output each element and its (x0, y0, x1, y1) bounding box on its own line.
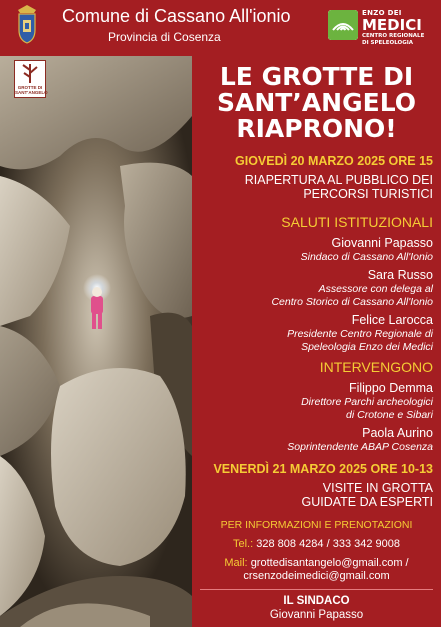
coat-of-arms-icon (14, 4, 40, 44)
intervengono-name-2: Paola Aurino (362, 426, 433, 440)
event1-date: GIOVEDÌ 20 MARZO 2025 ORE 15 (235, 154, 433, 168)
intervengono-heading: INTERVENGONO (319, 359, 433, 375)
grotte-logo-text: GROTTE DI SANT'ANGELO (15, 85, 48, 95)
info-mail-row (192, 557, 441, 569)
saluti-heading: SALUTI ISTITUZIONALI (281, 214, 433, 230)
partner-logo-line1: ENZO DEI (362, 9, 402, 17)
mail-value-1[interactable]: grottedisantangelo@gmail.com / (250, 557, 409, 569)
footer-divider (200, 589, 433, 590)
provincia-label: Provincia di Cosenza (108, 30, 221, 44)
saluti-role-2b: Centro Storico di Cassano All'Ionio (271, 296, 433, 308)
partner-logo-line2: MEDICI (362, 16, 422, 34)
speleo-spiral-icon (328, 10, 358, 40)
intervengono-role-1b: di Crotone e Sibari (346, 409, 433, 421)
enzo-dei-medici-logo (328, 8, 436, 48)
headline-line2: SANT’ANGELO (217, 88, 416, 117)
grotte-sant-angelo-logo (14, 60, 46, 98)
tel-label: Tel.: (233, 538, 254, 550)
tel-value[interactable]: 328 808 4284 / 333 342 9008 (256, 538, 400, 550)
event1-line1: RIAPERTURA AL PUBBLICO DEI (244, 173, 433, 187)
intervengono-role-2: Soprintendente ABAP Cosenza (287, 441, 433, 453)
intervengono-name-1: Filippo Demma (348, 381, 433, 395)
event2-line1: VISITE IN GROTTA (322, 481, 433, 495)
event1-line2: PERCORSI TURISTICI (303, 187, 433, 201)
mail-label: Mail: (224, 557, 248, 569)
event2-line2: GUIDATE DA ESPERTI (301, 495, 433, 509)
partner-logo-line3b: DI SPELEOLOGIA (362, 39, 414, 46)
headline-line3: RIAPRONO! (236, 114, 397, 143)
sindaco-label: IL SINDACO (283, 595, 350, 607)
comune-title: Comune di Cassano All'ionio (62, 6, 291, 26)
partner-logo-line3a: CENTRO REGIONALE (362, 33, 425, 39)
event-details-column (192, 56, 441, 627)
info-tel-row (192, 538, 441, 550)
saluti-name-3: Felice Larocca (351, 313, 433, 327)
mail-value-2[interactable]: crsenzodeimedici@gmail.com (243, 570, 390, 582)
top-banner (0, 0, 441, 56)
intervengono-role-1a: Direttore Parchi archeologici (301, 396, 433, 408)
saluti-role-1: Sindaco di Cassano All'Ionio (300, 251, 433, 263)
event2-date: VENERDÌ 21 MARZO 2025 ORE 10-13 (213, 462, 433, 476)
saluti-role-3b: Speleologia Enzo dei Medici (301, 341, 433, 353)
cave-photo (0, 56, 192, 627)
saluti-role-2a: Assessore con delega al (318, 283, 433, 295)
saluti-role-3a: Presidente Centro Regionale di (287, 328, 433, 340)
saluti-name-1: Giovanni Papasso (331, 236, 433, 250)
info-heading: PER INFORMAZIONI E PRENOTAZIONI (220, 519, 413, 531)
saluti-name-2: Sara Russo (367, 268, 433, 282)
tree-glyph-icon (15, 61, 45, 87)
headline (192, 64, 441, 142)
sindaco-name: Giovanni Papasso (269, 609, 364, 621)
headline-line1: LE GROTTE DI (219, 62, 414, 91)
